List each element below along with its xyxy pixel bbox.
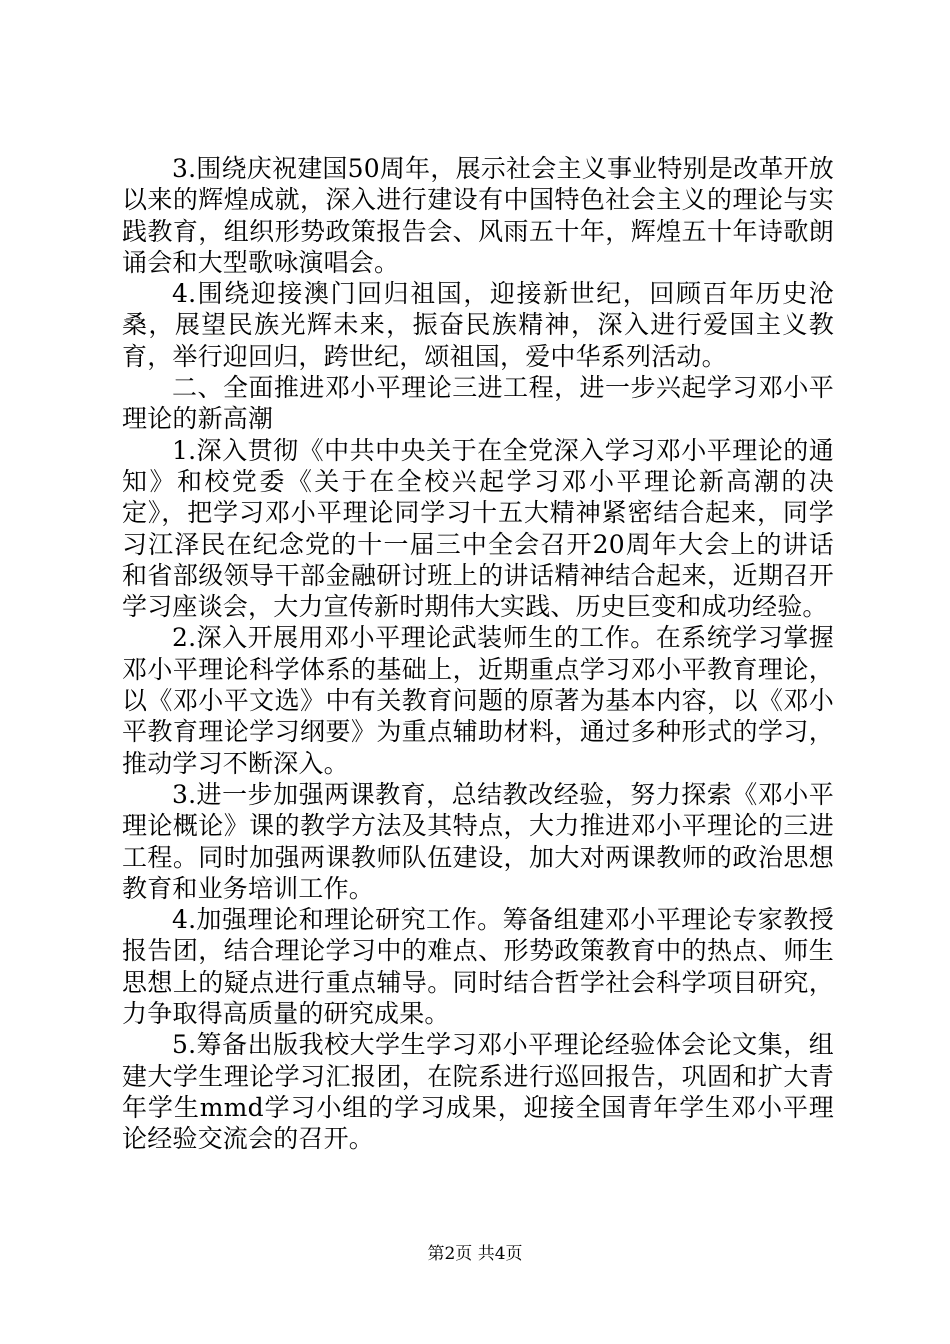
paragraph-5: 3.进一步加强两课教育，总结教改经验，努力探索《邓小平理论概论》课的教学方法及其特点，大力推进邓小平理论的三进工程。同时加强两课教师队伍建设，加大对两课教师的政治思想教育和业务培训工作。 xyxy=(122,779,834,903)
paragraph-4: 2.深入开展用邓小平理论武装师生的工作。在系统学习掌握邓小平理论科学体系的基础上，近期重点学习邓小平教育理论，以《邓小平文选》中有关教育问题的原著为基本内容，以《邓小平教育理论学习纲要》为重点辅助材料，通过多种形式的学习，推动学习不断深入。 xyxy=(122,623,834,778)
paragraph-3: 1.深入贯彻《中共中央关于在全党深入学习邓小平理论的通知》和校党委《关于在全校兴起学习邓小平理论新高潮的决定》，把学习邓小平理论同学习十五大精神紧密结合起来，同学习江泽民在纪念党的十一届三中全会召开20周年大会上的讲话和省部级领导干部金融研讨班上的讲话精神结合起来，近期召开学习座谈会，大力宣传新时期伟大实践、历史巨变和成功经验。 xyxy=(122,435,834,622)
document-body xyxy=(122,153,834,1155)
paragraph-6: 4.加强理论和理论研究工作。筹备组建邓小平理论专家教授报告团，结合理论学习中的难点、形势政策教育中的热点、师生思想上的疑点进行重点辅导。同时结合哲学社会科学项目研究，力争取得高质量的研究成果。 xyxy=(122,905,834,1029)
section-heading-2: 二、全面推进邓小平理论三进工程，进一步兴起学习邓小平理论的新高潮 xyxy=(122,373,834,434)
paragraph-2: 4.围绕迎接澳门回归祖国，迎接新世纪，回顾百年历史沧桑，展望民族光辉未来，振奋民族精神，深入进行爱国主义教育，举行迎回归，跨世纪，颂祖国，爱中华系列活动。 xyxy=(122,279,834,371)
page-number-footer: 第2页 共4页 xyxy=(427,1244,523,1264)
paragraph-7: 5.筹备出版我校大学生学习邓小平理论经验体会论文集，组建大学生理论学习汇报团，在院系进行巡回报告，巩固和扩大青年学生mmd学习小组的学习成果，迎接全国青年学生邓小平理论经验交流会的召开。 xyxy=(122,1030,834,1154)
paragraph-1: 3.围绕庆祝建国50周年，展示社会主义事业特别是改革开放以来的辉煌成就，深入进行建设有中国特色社会主义的理论与实践教育，组织形势政策报告会、风雨五十年，辉煌五十年诗歌朗诵会和大型歌咏演唱会。 xyxy=(122,154,834,277)
